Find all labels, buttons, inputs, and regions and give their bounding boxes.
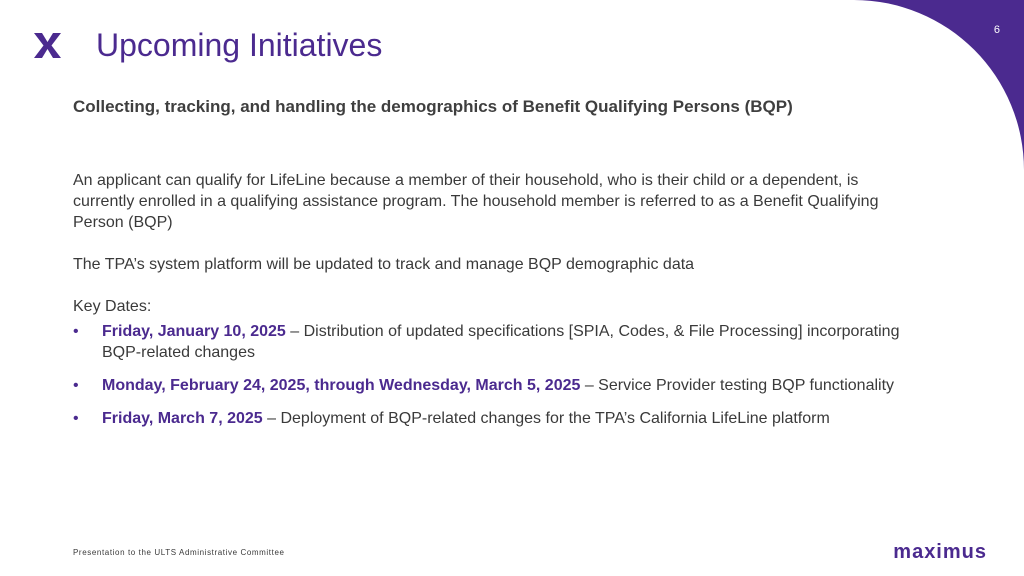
key-dates-label: Key Dates: (73, 298, 152, 315)
list-item (73, 375, 913, 396)
bullet-icon: • (73, 377, 79, 394)
intro-paragraph: An applicant can qualify for LifeLine because a member of their household, who is their child or a dependent, is currently enrolled in a qualifying assistance program. The household member is referred to as a Benefit Qualifying Person (BQP) (73, 172, 879, 231)
key-date: Friday, March 7, 2025 (102, 410, 263, 427)
key-date: Monday, February 24, 2025, through Wednesday, March 5, 2025 (102, 377, 581, 394)
list-item (73, 408, 913, 429)
slide-subtitle: Collecting, tracking, and handling the demographics of Benefit Qualifying Persons (BQP) (73, 97, 793, 116)
bullet-icon: • (73, 323, 79, 340)
slide-content (73, 170, 913, 441)
key-date-description: – Deployment of BQP-related changes for the TPA’s California LifeLine platform (262, 410, 830, 427)
page-number: 6 (993, 24, 1000, 36)
key-date-description: – Distribution of updated specifications [SPIA, Codes, & File Processing] incorporating BQP-related changes (102, 323, 900, 361)
brand-logo: maximus (893, 541, 987, 563)
page-title: Upcoming Initiatives (96, 27, 383, 63)
key-dates-list (73, 321, 913, 429)
bullet-icon: • (73, 410, 79, 427)
key-date: Friday, January 10, 2025 (102, 323, 286, 340)
list-item (73, 321, 913, 363)
maximus-x-logo-icon (33, 31, 62, 60)
footer-text: Presentation to the ULTS Administrative Committee (73, 548, 285, 557)
key-date-description: – Service Provider testing BQP functionality (580, 377, 895, 394)
platform-paragraph: The TPA’s system platform will be updated to track and manage BQP demographic data (73, 256, 695, 273)
